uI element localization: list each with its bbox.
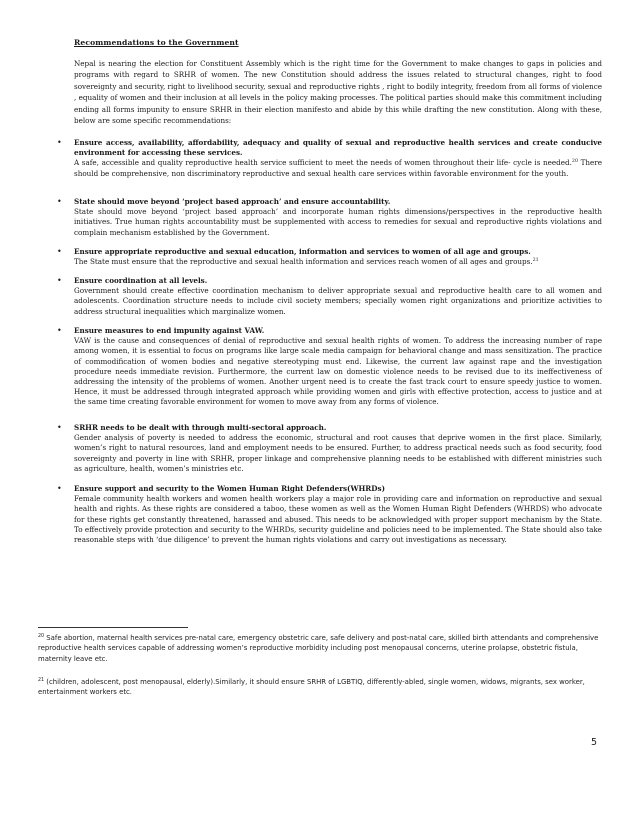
recommendation-item bbox=[57, 484, 602, 545]
intro-paragraph: Nepal is nearing the election for Constituent Assembly which is the right time for the Government to make changes to gaps in policies and programs with regard to SRHR of women. The new Constitution should address the issues related to structural changes, right to food sovereignty and security, right to livelihood security, sexual and reproductive rights , right to bodily integrity, freedom from all forms of violence , equality of women and their inclusion at all levels in the policy making processes. The political parties should make this commitment including ending all forms impunity to ensure SRHR in their election manifesto and abide by this while drafting the new constitution. Along with these, below are some specific recommendations: bbox=[74, 59, 602, 126]
bullet-icon: • bbox=[57, 423, 62, 432]
recommendation-body: The State must ensure that the reproductive and sexual health information and services reach women of all ages and groups.$^{21}$ bbox=[74, 257, 539, 267]
page-number: 5 bbox=[591, 737, 598, 748]
recommendation-body: State should move beyond ‘project based approach’ and incorporate human rights dimensions/perspectives in the reproductive health initiatives. True human rights accountability must be supplemented with access to remedies for sexual and reproductive rights violations and complain mechanism established by the Government. bbox=[74, 207, 602, 237]
bullet-icon: • bbox=[57, 276, 62, 285]
footnote-number: 20 bbox=[38, 634, 45, 639]
recommendation-title: Ensure coordination at all levels. bbox=[74, 276, 208, 285]
recommendation-item bbox=[57, 326, 602, 408]
recommendation-body: VAW is the cause and consequences of denial of reproductive and sexual health rights of women. To address the increasing number of rape among women, it is essential to focus on programs like large scale media campaign for behavioral change and mass sensitization. The practice of commodification of women bodies and negative stereotyping must end. Likewise, the current law against rape and the investigation procedure needs immediate revision. Furthermore, the current law on domestic violence needs to be revised due to its ineffectiveness of addressing the intensity of the problems of women. Another urgent need is to create the fast track court to ensure speedy justice to women. Hence, it must be addressed through integrated approach while providing women and girls with effective protection, access to justice and at the same time creating favorable environment for women to move away from any forms of violence. bbox=[74, 336, 602, 407]
recommendation-item bbox=[57, 423, 602, 474]
footnote-ref: 20 bbox=[571, 159, 579, 165]
recommendation-title: Ensure measures to end impunity against VAW. bbox=[74, 326, 265, 335]
recommendation-title: SRHR needs to be dealt with through multi-sectoral approach. bbox=[74, 423, 327, 432]
recommendation-item bbox=[57, 276, 602, 317]
recommendation-body: Gender analysis of poverty is needed to address the economic, structural and root causes that deprive women in the first place. Similarly, women’s right to natural resources, land and employment needs to be ensured. Further, to address practical needs such as food security, food sovereignty and poverty in line with SRHR, proper linkage and comprehensive planning needs to be established with different ministries such as agriculture, health, women’s ministries etc. bbox=[74, 433, 602, 473]
footnote: $^{20}$ Safe abortion, maternal health services pre-natal care, emergency obstetric care, safe delivery and post-natal care, skilled birth attendants and comprehensive reproductive health services capable of addressing women’s reproductive morbidity including post menopausal concerns, uterine prolapse, obstetric fistula, maternity leave etc. bbox=[38, 634, 599, 663]
recommendation-body: Female community health workers and women health workers play a major role in providing care and information on reproductive and sexual health and rights. As these rights are considered a taboo, these women as well as the Women Human Right Defenders (WHRDS) who advocate for these rights get constantly threatened, harassed and abused. This needs to be acknowledged with proper support mechanism by the State. To effectively provide protection and security to the WHRDs, security guideline and policies need to be implemented. The State should also take reasonable steps with ‘due diligence’ to prevent the human rights violations and carry out investigations as necessary. bbox=[74, 494, 602, 545]
recommendation-title: Ensure support and security to the Women Human Right Defenders(WHRDs) bbox=[74, 484, 385, 493]
section-heading: Recommendations to the Government bbox=[74, 38, 239, 47]
recommendation-title: State should move beyond ‘project based approach’ and ensure accountability. bbox=[74, 197, 391, 206]
bullet-icon: • bbox=[57, 484, 62, 493]
footnote-separator bbox=[38, 627, 188, 628]
recommendation-body: A safe, accessible and quality reproductive health service sufficient to meet the needs of women throughout their life- cycle is needed.$^{20}$ There should be comprehensive, non discriminatory reproductive and sexual health care services within favorable environment for the youth. bbox=[74, 158, 602, 178]
recommendation-item bbox=[57, 138, 602, 179]
bullet-icon: • bbox=[57, 138, 62, 147]
footnote: $^{21}$ (children, adolescent, post menopausal, elderly).Similarly, it should ensure SRHR of LGBTIQ, differently-abled, single women, widows, migrants, sex worker, entertainment workers etc. bbox=[38, 678, 585, 697]
bullet-icon: • bbox=[57, 197, 62, 206]
recommendation-item bbox=[57, 247, 602, 267]
bullet-icon: • bbox=[57, 247, 62, 256]
footnote-number: 21 bbox=[38, 678, 45, 683]
bullet-icon: • bbox=[57, 326, 62, 335]
recommendation-item bbox=[57, 197, 602, 238]
recommendation-title: Ensure access, availability, affordability, adequacy and quality of sexual and reproductive health services and create conducive environment for accessing these services. bbox=[74, 138, 602, 158]
recommendation-body: Government should create effective coordination mechanism to deliver appropriate sexual and reproductive health care to all women and adolescents. Coordination structure needs to include civil society members; specially women right organizations and prioritize activities to address structural inequalities which marginalize women. bbox=[74, 286, 602, 316]
recommendation-title: Ensure appropriate reproductive and sexual education, information and services to women of all age and groups. bbox=[74, 247, 531, 256]
footnote-ref: 21 bbox=[532, 258, 539, 264]
